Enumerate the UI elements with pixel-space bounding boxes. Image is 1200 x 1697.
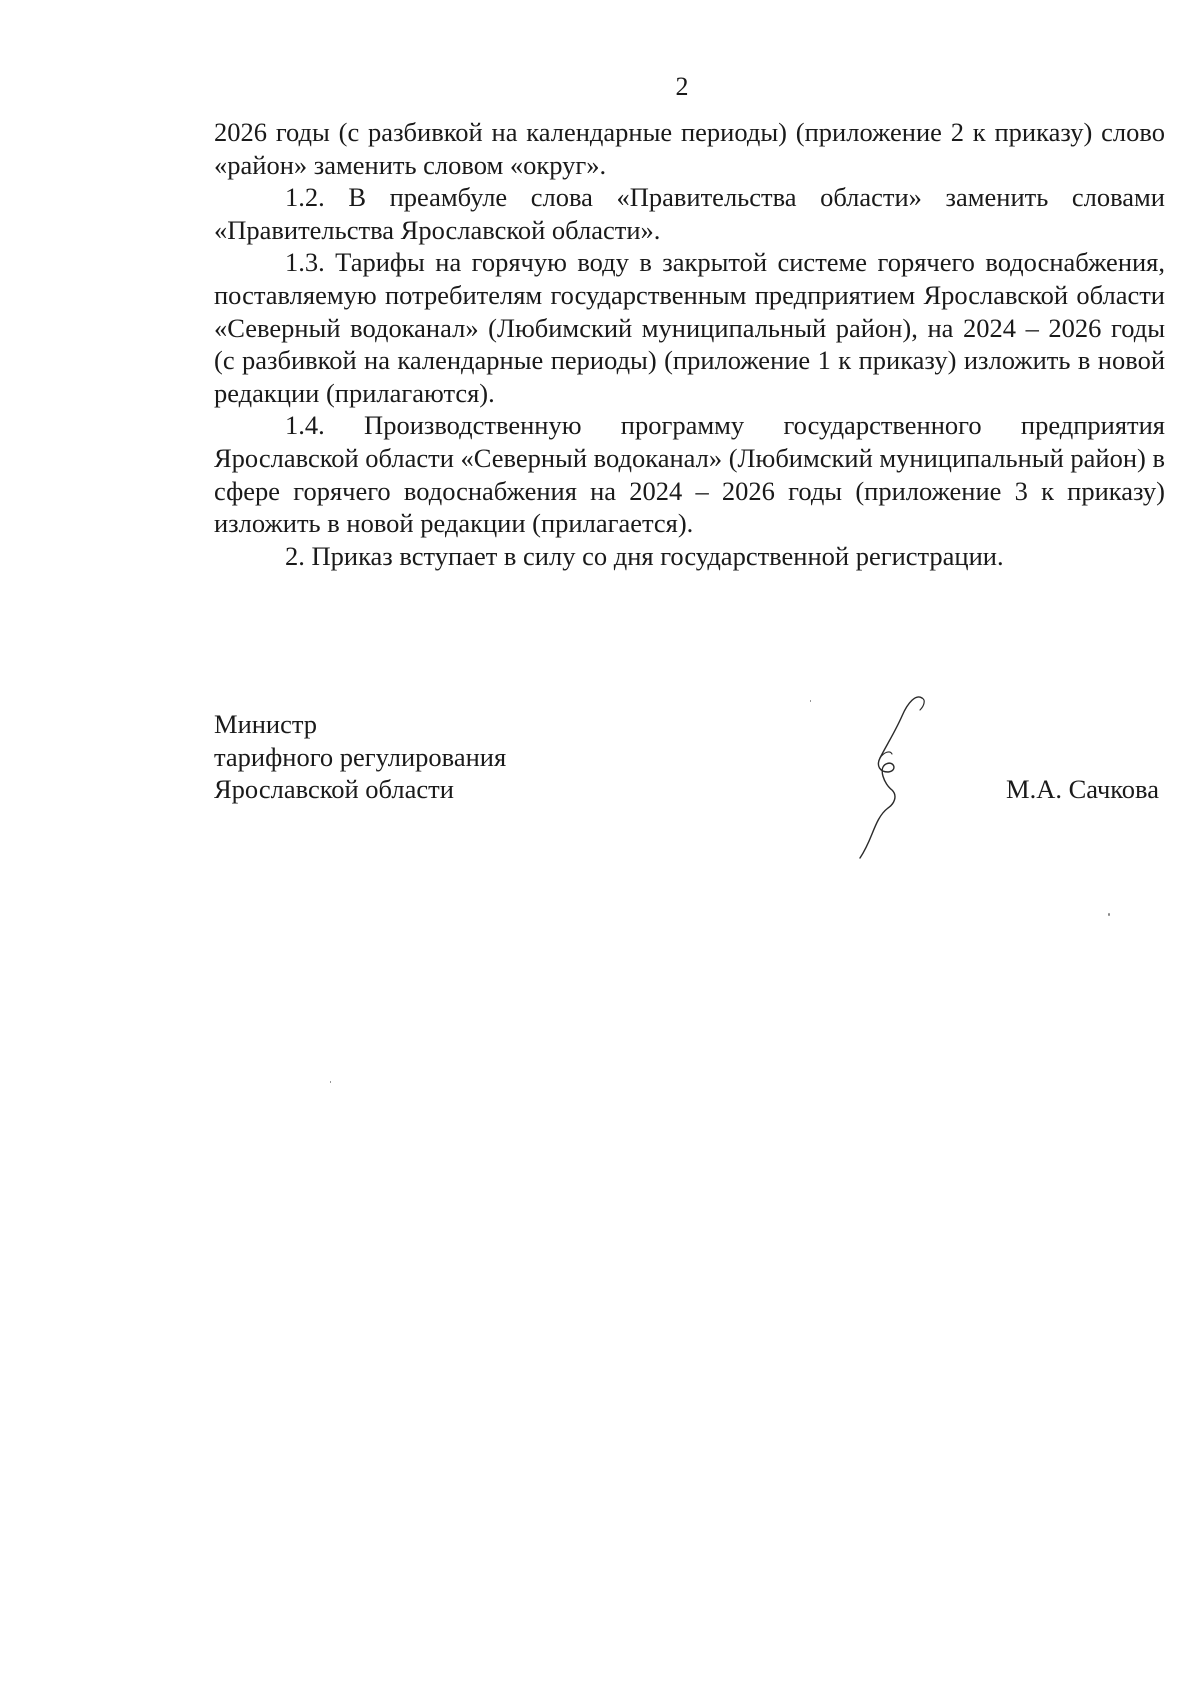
position-line: тарифного регулирования	[214, 741, 507, 772]
scan-speck	[810, 700, 811, 702]
position-line: Ярославской области	[214, 774, 454, 805]
paragraph-2: 2. Приказ вступает в силу со дня государственной регистрации.	[285, 540, 1004, 571]
scan-speck	[1108, 913, 1110, 916]
paragraph-1-4: 1.4. Производственную программу государственного предприятия Ярославской области «Северный водоканал» (Любимский муниципальный район) в сфере горячего водоснабжения на 2024 – 2026 годы (приложение 3 к приказу) изложить в новой редакции (прилагается).	[214, 410, 1165, 539]
document-body	[214, 116, 1165, 572]
scan-speck	[330, 1081, 331, 1083]
paragraph-1-2: 1.2. В преамбуле слова «Правительства области» заменить словами «Правительства Ярославской области».	[214, 182, 1165, 245]
signer-name: М.А. Сачкова	[1006, 774, 1159, 804]
position-line: Министр	[214, 709, 318, 739]
paragraph-continuation: 2026 годы (с разбивкой на календарные периоды) (приложение 2 к приказу) слово «район» заменить словом «округ».	[214, 117, 1165, 180]
paragraph-1-3: 1.3. Тарифы на горячую воду в закрытой системе горячего водоснабжения, поставляемую потребителям государственным предприятием Ярославской области «Северный водоканал» (Любимский муниципальный район), на 2024 – 2026 годы (с разбивкой на календарные периоды) (приложение 1 к приказу) изложить в новой редакции (прилагаются).	[214, 247, 1165, 408]
signatory-position	[214, 708, 506, 806]
handwritten-signature	[850, 692, 940, 862]
page-number: 2	[675, 72, 689, 101]
